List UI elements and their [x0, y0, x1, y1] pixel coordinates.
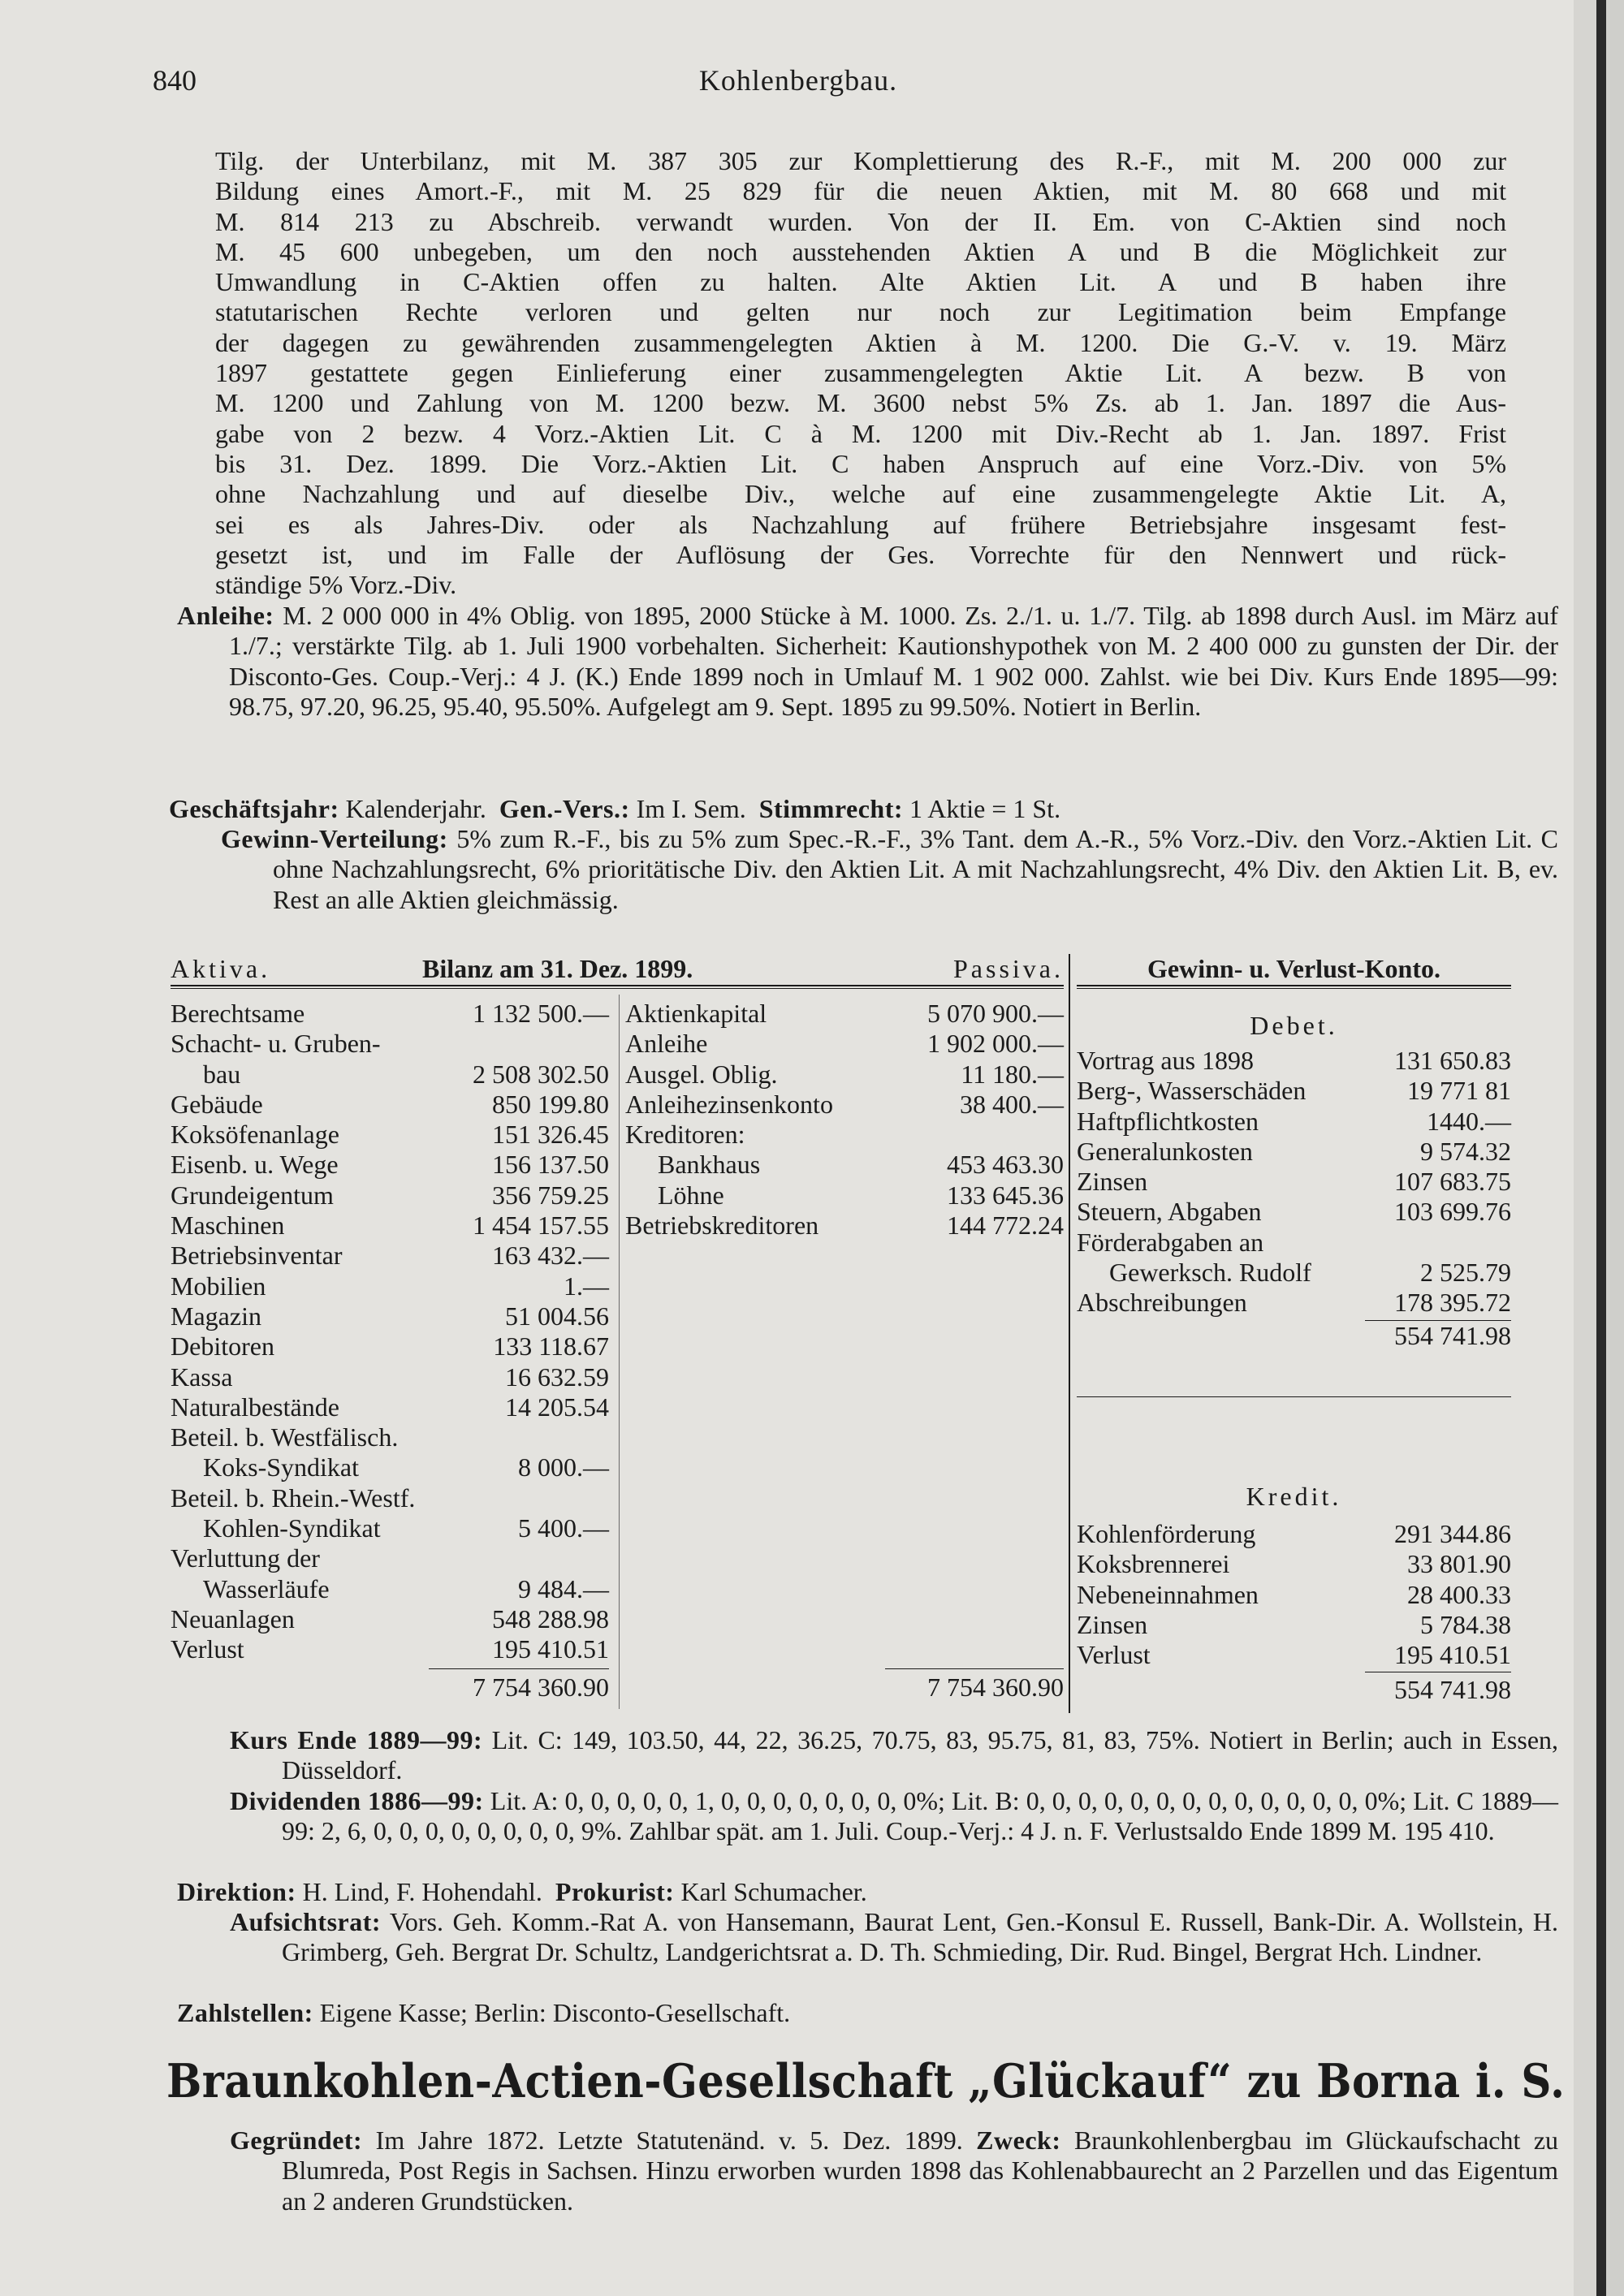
- table-row: [625, 1180, 1064, 1211]
- row-label: Naturalbestände: [171, 1392, 339, 1422]
- dividenden-section: [230, 1786, 1558, 1847]
- row-label: Verlust: [171, 1634, 244, 1664]
- guv-divider: [1069, 954, 1070, 1713]
- row-label: Betriebskreditoren: [625, 1211, 819, 1241]
- aktiva-total-row: [171, 1672, 609, 1703]
- stimmrecht-label: Stimmrecht:: [758, 794, 903, 823]
- row-value: 5 784.38: [1420, 1609, 1511, 1639]
- table-row: [171, 1452, 609, 1482]
- table-row: [1077, 1610, 1511, 1640]
- gegruendet-section: [230, 2126, 1558, 2216]
- table-row: [1077, 1228, 1511, 1258]
- row-label: Verlust: [1077, 1640, 1151, 1670]
- row-value: 5 070 900.—: [927, 999, 1064, 1028]
- row-label: Löhne: [658, 1180, 724, 1210]
- row-label: Aktienkapital: [625, 999, 767, 1028]
- zahlstellen-section: [177, 1998, 1521, 2028]
- row-value: 28 400.33: [1407, 1579, 1511, 1609]
- table-row: [171, 1150, 609, 1180]
- row-label: Steuern, Abgaben: [1077, 1197, 1262, 1227]
- table-row: [625, 999, 1064, 1029]
- passiva-total-row: [625, 1672, 1064, 1703]
- row-label: Kohlenförderung: [1077, 1519, 1256, 1548]
- row-value: 850 199.80: [492, 1089, 609, 1119]
- table-row: [1077, 1580, 1511, 1610]
- guv-title: Gewinn- u. Verlust-Konto.: [1147, 954, 1440, 983]
- aufsichtsrat-text: Vors. Geh. Komm.-Rat A. von Hansemann, Baurat Lent, Gen.-Konsul E. Russell, Bank-Dir. A. Wollstein, H. Grimberg, Geh. Bergrat Dr. Schultz, Landgerichtsrat a. D. Th. Schmieding, Dir. Rud. Bingel, Bergrat Hch. Lindner.: [282, 1907, 1559, 1967]
- row-value: 38 400.—: [960, 1089, 1064, 1119]
- anleihe-text: M. 2 000 000 in 4% Oblig. von 1895, 2000 Stücke à M. 1000. Zs. 2./1. u. 1./7. Tilg. ab 1898 durch Ausl. im März auf 1./7.; verstärkte Tilg. ab 1. Juli 1900 vorbehalten. Sicherheit: Kautionshypothek von M. 2 400 000 zu gunsten der Dir. der Disconto-Ges. Coup.-Verj.: 4 J. (K.) Ende 1899 noch in Umlauf M. 1 902 000. Zahlst. wie bei Div. Kurs Ende 1895—99: 98.75, 97.20, 96.25, 95.40, 95.50%. Aufgelegt am 9. Sept. 1895 zu 99.50%. Notiert in Berlin.: [229, 601, 1559, 721]
- row-label: Ausgel. Oblig.: [625, 1059, 778, 1089]
- guv-table: [1077, 954, 1511, 1717]
- table-row: [171, 1180, 609, 1211]
- table-row: [171, 1211, 609, 1241]
- intro-line: gabe von 2 bezw. 4 Vorz.-Aktien Lit. C à M. 1200 mit Div.-Recht ab 1. Jan. 1897. Frist: [215, 418, 1506, 448]
- debet-total: 554 741.98: [1394, 1321, 1511, 1350]
- page-title: Kohlenbergbau.: [698, 64, 898, 97]
- row-label: Zinsen: [1077, 1167, 1148, 1197]
- row-label: Beteil. b. Rhein.-Westf.: [171, 1482, 416, 1513]
- table-row: [171, 1543, 609, 1573]
- row-value: 453 463.30: [947, 1150, 1064, 1180]
- row-label: Grundeigentum: [171, 1180, 334, 1210]
- table-row: [1077, 1167, 1511, 1197]
- genvers-label: Gen.-Vers.:: [499, 794, 630, 823]
- row-label: Beteil. b. Westfälisch.: [171, 1422, 399, 1452]
- aktiva-label: Aktiva.: [171, 954, 271, 983]
- direktion-section: [177, 1877, 1521, 1907]
- row-value: 133 645.36: [947, 1180, 1064, 1210]
- geschaeftsjahr-section: [169, 794, 1513, 824]
- intro-line: sei es als Jahres-Div. oder als Nachzahlung auf frühere Betriebsjahre insgesamt fest-: [215, 509, 1506, 539]
- row-value: 195 410.51: [1394, 1640, 1511, 1670]
- row-value: 103 699.76: [1394, 1197, 1511, 1227]
- row-label: Förderabgaben an: [1077, 1227, 1264, 1257]
- intro-line: M. 814 213 zu Abschreib. verwandt wurden. Von der II. Em. von C-Aktien sind noch: [215, 206, 1506, 236]
- row-value: 133 118.67: [493, 1331, 609, 1362]
- passiva-label: Passiva.: [953, 954, 1064, 983]
- table-row: [171, 1120, 609, 1150]
- row-value: 163 432.—: [492, 1241, 609, 1271]
- table-row: [171, 1301, 609, 1331]
- row-label: Berg-, Wasserschäden: [1077, 1076, 1307, 1106]
- intro-paragraph: [215, 146, 1506, 600]
- zweck-label: Zweck:: [976, 2126, 1061, 2155]
- company-title: Braunkohlen-Actien-Gesellschaft „Glückauf“ zu Borna i. S.: [166, 2054, 1566, 2108]
- row-label: Zinsen: [1077, 1609, 1148, 1639]
- row-value: 1 902 000.—: [927, 1029, 1064, 1059]
- table-row: [171, 1634, 609, 1664]
- table-row: [1077, 1197, 1511, 1227]
- row-label: Anleihezinsenkonto: [625, 1089, 833, 1119]
- row-value: 8 000.—: [518, 1452, 609, 1482]
- anleihe-label: Anleihe:: [177, 601, 274, 630]
- row-value: 16 632.59: [505, 1362, 609, 1392]
- table-row: [625, 1120, 1064, 1150]
- direktion-text: H. Lind, F. Hohendahl.: [302, 1877, 542, 1906]
- zweck-text: Braunkohlenbergbau im Glückaufschacht zu Blumreda, Post Regis in Sachsen. Hinzu erworben wurden 1898 das Kohlenabbaurecht an 2 Parzellen und das Eigentum an 2 anderen Grundstücken.: [282, 2126, 1559, 2216]
- row-label: Betriebsinventar: [171, 1241, 343, 1271]
- row-value: 2 525.79: [1420, 1258, 1511, 1288]
- table-row: [171, 1362, 609, 1392]
- table-row: [171, 1271, 609, 1301]
- table-row: [1077, 1046, 1511, 1076]
- passiva-column: [625, 999, 1064, 1241]
- row-label: Vortrag aus 1898: [1077, 1046, 1255, 1075]
- row-label: Schacht- u. Gruben-: [171, 1029, 381, 1059]
- table-row: [171, 1331, 609, 1362]
- bilanz-header: [171, 954, 1064, 986]
- gewinn-verteilung-text: 5% zum R.-F., bis zu 5% zum Spec.-R.-F., 3% Tant. dem A.-R., 5% Vorz.-Div. den Vorz.-Aktien Lit. C ohne Nachzahlungsrecht, 6% prioritätische Div. den Aktien Lit. A mit Nachzahlungsrecht, 4% Div. den Aktien Lit. B, ev. Rest an alle Aktien gleichmässig.: [273, 824, 1559, 914]
- row-value: 1 132 500.—: [473, 999, 609, 1028]
- row-value: 356 759.25: [492, 1180, 609, 1210]
- row-label: Nebeneinnahmen: [1077, 1579, 1259, 1609]
- passiva-total: 7 754 360.90: [927, 1672, 1064, 1702]
- row-label: Koks-Syndikat: [203, 1452, 359, 1482]
- row-value: 151 326.45: [492, 1120, 609, 1150]
- bilanz-column-divider: [619, 995, 620, 1709]
- kredit-column: [1077, 1519, 1511, 1670]
- row-label: Eisenb. u. Wege: [171, 1150, 339, 1180]
- row-value: 1440.—: [1427, 1106, 1511, 1136]
- row-label: Koksbrennerei: [1077, 1549, 1230, 1579]
- intro-line: bis 31. Dez. 1899. Die Vorz.-Aktien Lit. C haben Anspruch auf eine Vorz.-Div. von 5%: [215, 448, 1506, 478]
- kurs-section: [230, 1725, 1558, 1786]
- row-value: 291 344.86: [1394, 1519, 1511, 1548]
- row-label: Kassa: [171, 1362, 233, 1392]
- intro-line: statutarischen Rechte verloren und gelten nur noch zur Legitimation beim Empfange: [215, 297, 1506, 327]
- kredit-total-row: [1077, 1675, 1511, 1705]
- table-row: [625, 1029, 1064, 1059]
- table-row: [171, 1241, 609, 1271]
- debet-column: [1077, 1046, 1511, 1318]
- guv-header-rule: [1077, 988, 1511, 989]
- table-row: [171, 1422, 609, 1452]
- row-label: Debitoren: [171, 1331, 274, 1362]
- gegruendet-label: Gegründet:: [230, 2126, 363, 2155]
- table-row: [171, 1090, 609, 1120]
- row-label: Mobilien: [171, 1271, 266, 1301]
- row-value: 33 801.90: [1407, 1549, 1511, 1579]
- row-label: bau: [203, 1059, 241, 1089]
- table-row: [1077, 1107, 1511, 1137]
- intro-line: 1897 gestattete gegen Einlieferung einer zusammengelegten Aktie Lit. A bezw. B von: [215, 358, 1506, 388]
- kredit-total: 554 741.98: [1394, 1675, 1511, 1704]
- row-label: Wasserläufe: [203, 1573, 330, 1603]
- aktiva-sum-rule: [429, 1668, 609, 1669]
- kurs-text: Lit. C: 149, 103.50, 44, 22, 36.25, 70.75, 83, 95.75, 81, 83, 75%. Notiert in Berlin; auch in Essen, Düsseldorf.: [282, 1725, 1559, 1785]
- row-value: 107 683.75: [1394, 1167, 1511, 1197]
- row-value: 19 771 81: [1407, 1076, 1511, 1106]
- gegruendet-text: Im Jahre 1872. Letzte Statutenänd. v. 5. Dez. 1899.: [375, 2126, 963, 2155]
- table-row: [1077, 1640, 1511, 1670]
- direktion-label: Direktion:: [177, 1877, 296, 1906]
- gewinn-verteilung-section: [221, 824, 1558, 915]
- row-value: 548 288.98: [492, 1603, 609, 1634]
- table-row: [171, 1392, 609, 1422]
- row-value: 5 400.—: [518, 1513, 609, 1543]
- bilanz-title: Bilanz am 31. Dez. 1899.: [422, 954, 693, 983]
- row-label: Gewerksch. Rudolf: [1109, 1258, 1311, 1288]
- table-row: [171, 1029, 609, 1059]
- table-row: [625, 1060, 1064, 1090]
- aktiva-total: 7 754 360.90: [473, 1672, 609, 1702]
- row-label: Gebäude: [171, 1089, 263, 1119]
- row-value: 1.—: [564, 1271, 609, 1301]
- geschaeftsjahr-label: Geschäftsjahr:: [169, 794, 339, 823]
- table-row: [1077, 1137, 1511, 1167]
- table-row: [171, 1604, 609, 1634]
- passiva-sum-rule: [885, 1668, 1064, 1669]
- row-label: Magazin: [171, 1301, 261, 1331]
- bilanz-table: [171, 954, 1064, 1717]
- dividenden-label: Dividenden 1886—99:: [230, 1786, 484, 1815]
- row-label: Abschreibungen: [1077, 1288, 1247, 1318]
- table-row: [625, 1090, 1064, 1120]
- row-value: 11 180.—: [961, 1059, 1064, 1089]
- intro-line: Bildung eines Amort.-F., mit M. 25 829 für die neuen Aktien, mit M. 80 668 und mit: [215, 176, 1506, 206]
- table-row: [171, 999, 609, 1029]
- intro-line: der dagegen zu gewährenden zusammengelegten Aktien à M. 1200. Die G.-V. v. 19. März: [215, 327, 1506, 357]
- row-label: Berechtsame: [171, 999, 305, 1028]
- row-label: Verluttung der: [171, 1543, 320, 1573]
- aufsichtsrat-section: [230, 1907, 1558, 1968]
- intro-line: M. 1200 und Zahlung von M. 1200 bezw. M. 3600 nebst 5% Zs. ab 1. Jan. 1897 die Aus-: [215, 388, 1506, 418]
- page-header: [153, 63, 1444, 112]
- table-row: [171, 1060, 609, 1090]
- row-value: 1 454 157.55: [473, 1211, 609, 1241]
- zahlstellen-label: Zahlstellen:: [177, 1998, 313, 2027]
- intro-line: gesetzt ist, und im Falle der Auflösung der Ges. Vorrechte für den Nennwert und rück-: [215, 539, 1506, 569]
- table-row: [1077, 1076, 1511, 1106]
- row-label: Haftpflichtkosten: [1077, 1106, 1259, 1136]
- row-value: 144 772.24: [947, 1211, 1064, 1241]
- intro-line: ohne Nachzahlung und auf dieselbe Div., welche auf eine zusammengelegte Aktie Lit. A,: [215, 479, 1506, 509]
- page-edge-shadow: [1574, 0, 1624, 2296]
- dividenden-text: Lit. A: 0, 0, 0, 0, 0, 1, 0, 0, 0, 0, 0, 0, 0, 0%; Lit. B: 0, 0, 0, 0, 0, 0, 0, 0, 0, 0, 0, 0, 0, 0%; Lit. C 1889—99: 2, 6, 0, 0, 0, 0, 0, 0, 0, 0, 9%. Zahlbar spät. am 1. Juli. Coup.-Verj.: 4 J. n. F. Verlustsaldo Ende 1899 M. 195 410.: [282, 1786, 1559, 1846]
- prokurist-text: Karl Schumacher.: [680, 1877, 867, 1906]
- row-label: Generalunkosten: [1077, 1136, 1253, 1166]
- debet-label: Debet.: [1250, 1011, 1338, 1040]
- kurs-label: Kurs Ende 1889—99:: [230, 1725, 483, 1754]
- row-value: 2 508 302.50: [473, 1059, 609, 1089]
- stimmrecht-text: 1 Aktie = 1 St.: [909, 794, 1061, 823]
- gewinn-verteilung-label: Gewinn-Verteilung:: [221, 824, 448, 853]
- table-row: [171, 1483, 609, 1513]
- table-row: [1077, 1519, 1511, 1549]
- anleihe-section: [177, 601, 1558, 722]
- geschaeftsjahr-text: Kalenderjahr.: [345, 794, 486, 823]
- debet-total-row: [1077, 1321, 1511, 1351]
- row-label: Kreditoren:: [625, 1120, 745, 1150]
- intro-line: M. 45 600 unbegeben, um den noch ausstehenden Aktien A und B die Möglichkeit zur: [215, 236, 1506, 266]
- row-label: Kohlen-Syndikat: [203, 1513, 381, 1543]
- row-label: Neuanlagen: [171, 1603, 295, 1634]
- row-label: Maschinen: [171, 1211, 285, 1241]
- table-row: [171, 1513, 609, 1543]
- aktiva-column: [171, 999, 609, 1665]
- row-value: 156 137.50: [492, 1150, 609, 1180]
- row-value: 178 395.72: [1394, 1288, 1511, 1318]
- table-row: [625, 1211, 1064, 1241]
- row-label: Bankhaus: [658, 1150, 761, 1180]
- intro-line: ständige 5% Vorz.-Div.: [215, 570, 457, 600]
- prokurist-label: Prokurist:: [555, 1877, 675, 1906]
- row-label: Anleihe: [625, 1029, 708, 1059]
- bilanz-header-rule: [171, 988, 1064, 989]
- row-value: 51 004.56: [505, 1301, 609, 1331]
- table-row: [1077, 1258, 1511, 1288]
- guv-header: [1077, 954, 1511, 986]
- intro-line: Tilg. der Unterbilanz, mit M. 387 305 zur Komplettierung des R.-F., mit M. 200 000 zur: [215, 146, 1506, 175]
- table-row: [171, 1574, 609, 1604]
- row-value: 9 574.32: [1420, 1136, 1511, 1166]
- table-row: [1077, 1288, 1511, 1318]
- row-value: 131 650.83: [1394, 1046, 1511, 1075]
- table-row: [1077, 1549, 1511, 1579]
- guv-mid-rule: [1077, 1396, 1511, 1397]
- intro-line: Umwandlung in C-Aktien offen zu halten. Alte Aktien Lit. A und B haben ihre: [215, 267, 1506, 297]
- row-value: 9 484.—: [518, 1573, 609, 1603]
- genvers-text: Im I. Sem.: [636, 794, 746, 823]
- row-value: 195 410.51: [492, 1634, 609, 1664]
- zahlstellen-text: Eigene Kasse; Berlin: Disconto-Gesellschaft.: [319, 1998, 791, 2027]
- table-row: [625, 1150, 1064, 1180]
- kredit-label: Kredit.: [1246, 1482, 1342, 1511]
- aufsichtsrat-label: Aufsichtsrat:: [230, 1907, 382, 1936]
- row-label: Koksöfenanlage: [171, 1120, 339, 1150]
- row-value: 14 205.54: [505, 1392, 609, 1422]
- page-number: 840: [153, 64, 197, 97]
